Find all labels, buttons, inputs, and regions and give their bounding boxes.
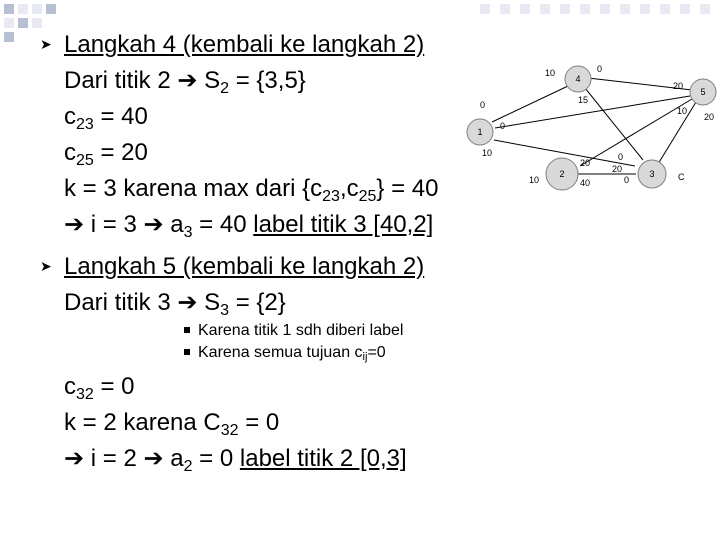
text: S — [197, 289, 221, 316]
line-k-2 — [64, 405, 279, 444]
line-c32 — [64, 369, 135, 408]
text: c — [64, 139, 76, 166]
edge-label: 0 — [500, 121, 506, 131]
deco-square — [4, 32, 14, 42]
deco-square — [32, 4, 42, 14]
subscript: 23 — [76, 116, 94, 133]
label-node-2: label titik 2 [0,3] — [239, 445, 407, 472]
square-bullet-icon — [184, 349, 190, 355]
edge-label: 0 — [618, 152, 624, 162]
subscript: ij — [362, 351, 368, 363]
deco-square — [4, 18, 14, 28]
subscript: 3 — [183, 224, 193, 241]
line-c23 — [64, 99, 148, 138]
deco-square — [18, 18, 28, 28]
text: = {2} — [229, 289, 286, 316]
subscript: 32 — [220, 422, 239, 439]
arrow-bullet-icon: ➤ — [40, 258, 52, 274]
text: a — [163, 211, 184, 238]
note-text: Karena semua tujuan c — [198, 344, 363, 361]
subscript: 25 — [76, 152, 94, 169]
network-graph-nodes — [440, 52, 720, 197]
text: = 40 — [192, 211, 254, 238]
edge-label: C — [678, 172, 685, 182]
edge-label: 0 — [624, 175, 630, 185]
subscript: 23 — [322, 188, 340, 205]
step-5-title: Langkah 5 (kembali ke langkah 2) — [64, 253, 425, 280]
text: Dari titik 2 — [64, 67, 178, 94]
text: = {3,5} — [229, 67, 306, 94]
note-1 — [184, 320, 403, 342]
text: } = 40 — [376, 175, 439, 202]
step-4-title: Langkah 4 (kembali ke langkah 2) — [64, 31, 425, 58]
edge-label: 10 — [677, 106, 688, 116]
right-arrow-icon: ➔ — [177, 67, 198, 94]
line-c25 — [64, 135, 148, 174]
text: = 0 — [238, 409, 280, 436]
text: a — [163, 445, 184, 472]
deco-square — [46, 4, 56, 14]
deco-square — [480, 4, 490, 14]
node-1-label: 1 — [477, 127, 483, 137]
subscript: 2 — [183, 458, 193, 475]
note-text: Karena titik 1 sdh diberi label — [198, 322, 404, 339]
note-text: =0 — [367, 344, 386, 361]
right-arrow-icon: ➔ — [143, 445, 164, 472]
node-3-label: 3 — [649, 169, 655, 179]
edge-2-5 — [580, 99, 692, 166]
text: k = 2 karena C — [64, 409, 221, 436]
subscript: 25 — [358, 188, 377, 205]
deco-square — [560, 4, 570, 14]
deco-square — [4, 4, 14, 14]
edge-label: 0 — [480, 100, 486, 110]
node-labels — [477, 74, 705, 179]
graph-edges-main — [492, 78, 696, 174]
deco-square — [660, 4, 670, 14]
edge-label: 40 — [580, 178, 591, 188]
deco-square — [640, 4, 650, 14]
edge-4-3 — [585, 88, 643, 160]
right-arrow-icon: ➔ — [143, 211, 164, 238]
text: = 40 — [93, 103, 148, 130]
line-label-node-3 — [64, 207, 433, 246]
text: i = 2 — [84, 445, 144, 472]
subscript: 32 — [76, 386, 94, 403]
text: i = 3 — [84, 211, 144, 238]
line-label-node-2 — [64, 441, 407, 480]
deco-square — [500, 4, 510, 14]
deco-square — [700, 4, 710, 14]
line-k-max — [64, 171, 438, 210]
text: k = 3 karena max dari {c — [64, 175, 323, 202]
deco-square — [600, 4, 610, 14]
text: Dari titik 3 — [64, 289, 178, 316]
deco-square — [580, 4, 590, 14]
edge-label: 15 — [578, 95, 589, 105]
deco-square — [620, 4, 630, 14]
step-5-heading — [64, 249, 424, 285]
edge-labels — [480, 64, 714, 188]
node-4-label: 4 — [575, 74, 581, 84]
edge-label: 20 — [580, 158, 591, 168]
deco-square — [32, 18, 42, 28]
right-arrow-icon: ➔ — [64, 211, 85, 238]
deco-square — [18, 4, 28, 14]
label-node-3: label titik 3 [40,2] — [253, 211, 434, 238]
edge-label: 10 — [529, 175, 540, 185]
node-2-label: 2 — [559, 169, 565, 179]
line-from-node-2 — [64, 63, 306, 102]
node-5-label: 5 — [700, 87, 706, 97]
subscript: 3 — [220, 302, 230, 319]
text: c — [64, 103, 76, 130]
text: S — [197, 67, 221, 94]
square-bullet-icon — [184, 327, 190, 333]
deco-square — [680, 4, 690, 14]
line-from-node-3 — [64, 285, 286, 324]
deco-square — [540, 4, 550, 14]
edge-label: 10 — [482, 148, 493, 158]
deco-square — [520, 4, 530, 14]
right-arrow-icon: ➔ — [177, 289, 198, 316]
edge-4-1 — [492, 86, 568, 122]
edge-label: 10 — [545, 68, 556, 78]
arrow-bullet-icon: ➤ — [40, 36, 52, 52]
right-arrow-icon: ➔ — [64, 445, 85, 472]
text: c — [64, 373, 76, 400]
text: = 0 — [192, 445, 240, 472]
edge-1-5 — [495, 96, 690, 128]
edge-label: 0 — [597, 64, 603, 74]
text: = 0 — [93, 373, 135, 400]
text: = 20 — [93, 139, 148, 166]
step-4-heading — [64, 27, 424, 63]
subscript: 2 — [220, 80, 230, 97]
edge-label: 20 — [612, 164, 623, 174]
note-2 — [184, 342, 386, 365]
text: ,c — [339, 175, 359, 202]
edge-label: 20 — [704, 112, 715, 122]
edge-label: 20 — [673, 81, 684, 91]
